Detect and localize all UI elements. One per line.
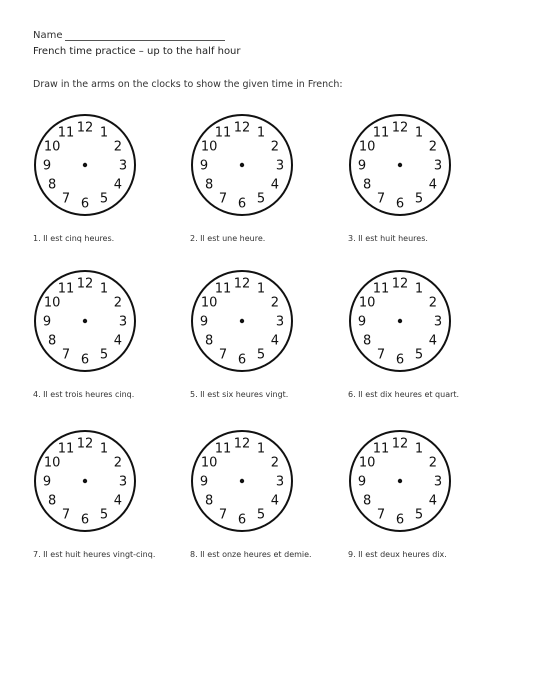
clock-number-9: 9 (357, 314, 367, 330)
clock-number-5: 5 (414, 347, 424, 363)
clock-number-1: 1 (414, 125, 424, 141)
clock-number-3: 3 (118, 158, 128, 174)
clock-number-5: 5 (99, 191, 109, 207)
clock-center-dot (83, 479, 87, 483)
clock-number-1: 1 (256, 281, 266, 297)
clock-number-1: 1 (414, 441, 424, 457)
clock-number-4: 4 (113, 333, 123, 349)
clock-number-6: 6 (237, 196, 247, 212)
clock-number-2: 2 (270, 295, 280, 311)
clock-face[interactable] (190, 268, 296, 376)
clock-number-3: 3 (118, 474, 128, 490)
clock-item-2 (190, 112, 360, 252)
clock-number-12: 12 (233, 120, 251, 136)
clock-number-11: 11 (372, 125, 390, 141)
clock-number-3: 3 (433, 314, 443, 330)
clock-number-6: 6 (237, 512, 247, 528)
clock-number-9: 9 (42, 474, 52, 490)
clock-number-10: 10 (358, 295, 376, 311)
clock-number-11: 11 (214, 281, 232, 297)
clock-face[interactable] (190, 428, 296, 536)
clock-number-2: 2 (270, 139, 280, 155)
clock-number-9: 9 (199, 314, 209, 330)
clock-number-9: 9 (199, 158, 209, 174)
clock-item-5 (190, 268, 360, 408)
clock-number-5: 5 (99, 507, 109, 523)
clock-number-10: 10 (358, 455, 376, 471)
clock-center-dot (83, 319, 87, 323)
clock-number-5: 5 (414, 191, 424, 207)
clock-number-12: 12 (391, 120, 409, 136)
clock-caption: 9. Il est deux heures dix. (348, 550, 447, 559)
worksheet-title: French time practice – up to the half hour (33, 46, 241, 57)
clock-face[interactable] (348, 268, 454, 376)
clock-number-6: 6 (395, 512, 405, 528)
clock-number-1: 1 (256, 441, 266, 457)
clock-number-2: 2 (428, 295, 438, 311)
clock-number-3: 3 (433, 474, 443, 490)
clock-number-11: 11 (372, 441, 390, 457)
clock-center-dot (398, 319, 402, 323)
clock-number-8: 8 (47, 333, 57, 349)
clock-face[interactable] (348, 112, 454, 220)
clock-number-9: 9 (199, 474, 209, 490)
clock-face[interactable] (33, 112, 139, 220)
clock-number-2: 2 (428, 455, 438, 471)
clock-item-8 (190, 428, 360, 568)
clock-center-dot (240, 319, 244, 323)
clock-number-8: 8 (47, 177, 57, 193)
clock-number-11: 11 (214, 441, 232, 457)
clock-item-6 (348, 268, 518, 408)
clock-number-5: 5 (256, 347, 266, 363)
clock-number-8: 8 (204, 177, 214, 193)
clock-number-2: 2 (113, 139, 123, 155)
clock-face[interactable] (33, 268, 139, 376)
clock-number-3: 3 (433, 158, 443, 174)
clock-number-7: 7 (376, 191, 386, 207)
clock-number-11: 11 (57, 281, 75, 297)
clock-caption: 1. Il est cinq heures. (33, 234, 115, 243)
clock-number-12: 12 (233, 276, 251, 292)
clock-number-1: 1 (99, 441, 109, 457)
clock-number-2: 2 (428, 139, 438, 155)
clock-number-10: 10 (200, 295, 218, 311)
clock-number-4: 4 (428, 177, 438, 193)
clock-number-11: 11 (57, 441, 75, 457)
clock-caption: 2. Il est une heure. (190, 234, 266, 243)
clock-number-7: 7 (61, 347, 71, 363)
clock-number-7: 7 (376, 507, 386, 523)
name-blank-line[interactable] (65, 30, 225, 41)
clock-number-6: 6 (395, 352, 405, 368)
instructions-text: Draw in the arms on the clocks to show the given time in French: (33, 79, 343, 90)
clock-number-10: 10 (43, 295, 61, 311)
clock-number-7: 7 (61, 507, 71, 523)
clock-number-1: 1 (99, 281, 109, 297)
clock-number-7: 7 (218, 507, 228, 523)
clock-number-9: 9 (357, 474, 367, 490)
clock-center-dot (398, 479, 402, 483)
clock-item-3 (348, 112, 518, 252)
clock-item-7 (33, 428, 203, 568)
clock-number-7: 7 (218, 347, 228, 363)
clock-number-2: 2 (270, 455, 280, 471)
clock-number-7: 7 (376, 347, 386, 363)
clock-center-dot (83, 163, 87, 167)
clock-number-11: 11 (372, 281, 390, 297)
clock-number-12: 12 (76, 120, 94, 136)
clock-number-12: 12 (391, 276, 409, 292)
clock-number-10: 10 (200, 455, 218, 471)
clock-number-6: 6 (237, 352, 247, 368)
clock-number-1: 1 (414, 281, 424, 297)
clock-number-1: 1 (99, 125, 109, 141)
clock-number-8: 8 (204, 493, 214, 509)
clock-number-1: 1 (256, 125, 266, 141)
clock-number-8: 8 (47, 493, 57, 509)
clock-number-6: 6 (80, 196, 90, 212)
clock-number-4: 4 (113, 177, 123, 193)
clock-number-4: 4 (113, 493, 123, 509)
clock-number-9: 9 (357, 158, 367, 174)
clock-number-9: 9 (42, 314, 52, 330)
clock-caption: 5. Il est six heures vingt. (190, 390, 289, 399)
name-label: Name (33, 30, 63, 41)
clock-number-2: 2 (113, 455, 123, 471)
clock-number-4: 4 (270, 177, 280, 193)
clock-center-dot (398, 163, 402, 167)
clock-number-5: 5 (256, 507, 266, 523)
clock-number-2: 2 (113, 295, 123, 311)
clock-number-6: 6 (80, 352, 90, 368)
clock-number-5: 5 (99, 347, 109, 363)
clock-item-9 (348, 428, 518, 568)
clock-item-1 (33, 112, 203, 252)
clock-number-8: 8 (362, 333, 372, 349)
clock-number-12: 12 (76, 276, 94, 292)
clock-number-4: 4 (270, 493, 280, 509)
clock-number-12: 12 (391, 436, 409, 452)
clock-number-12: 12 (76, 436, 94, 452)
clock-number-11: 11 (214, 125, 232, 141)
clock-number-8: 8 (204, 333, 214, 349)
clock-number-3: 3 (118, 314, 128, 330)
clock-number-4: 4 (270, 333, 280, 349)
clock-number-7: 7 (218, 191, 228, 207)
clock-number-5: 5 (414, 507, 424, 523)
clock-number-10: 10 (358, 139, 376, 155)
clock-number-5: 5 (256, 191, 266, 207)
clock-caption: 4. Il est trois heures cinq. (33, 390, 135, 399)
clock-face[interactable] (33, 428, 139, 536)
clock-number-6: 6 (395, 196, 405, 212)
clock-number-10: 10 (43, 455, 61, 471)
clock-face[interactable] (348, 428, 454, 536)
clock-number-10: 10 (200, 139, 218, 155)
clock-number-10: 10 (43, 139, 61, 155)
clock-caption: 8. Il est onze heures et demie. (190, 550, 312, 559)
clock-center-dot (240, 163, 244, 167)
clock-center-dot (240, 479, 244, 483)
clock-number-4: 4 (428, 493, 438, 509)
clock-caption: 7. Il est huit heures vingt-cinq. (33, 550, 156, 559)
clock-number-6: 6 (80, 512, 90, 528)
clock-number-7: 7 (61, 191, 71, 207)
clock-number-8: 8 (362, 493, 372, 509)
clock-number-8: 8 (362, 177, 372, 193)
clock-number-11: 11 (57, 125, 75, 141)
clock-caption: 6. Il est dix heures et quart. (348, 390, 460, 399)
clock-number-12: 12 (233, 436, 251, 452)
clock-number-3: 3 (275, 474, 285, 490)
clock-caption: 3. Il est huit heures. (348, 234, 428, 243)
clock-number-9: 9 (42, 158, 52, 174)
clock-item-4 (33, 268, 203, 408)
clock-number-3: 3 (275, 314, 285, 330)
clock-number-4: 4 (428, 333, 438, 349)
name-field (33, 30, 225, 41)
clock-number-3: 3 (275, 158, 285, 174)
clock-face[interactable] (190, 112, 296, 220)
